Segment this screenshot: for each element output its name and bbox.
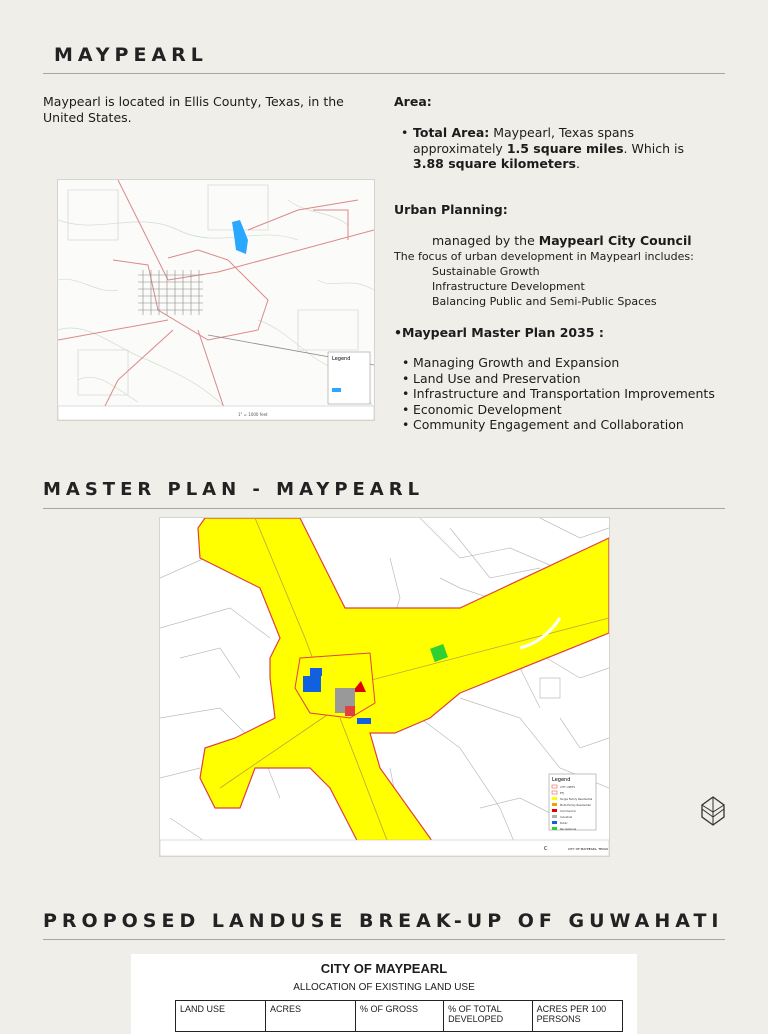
list-item: • Economic Development <box>394 402 744 418</box>
allocation-table <box>175 1000 623 1032</box>
leaf-logo-icon <box>700 795 726 827</box>
master-plan-map <box>159 517 610 857</box>
urban-item: Sustainable Growth <box>432 265 540 278</box>
map1-legend-title: Legend <box>332 356 351 362</box>
list-item: • Infrastructure and Transportation Improvements <box>394 386 744 402</box>
urban-managed: managed by the Maypearl City Council <box>432 233 692 248</box>
allocation-city: CITY OF MAYPEARL <box>320 961 448 976</box>
urban-heading: Urban Planning: <box>394 202 508 217</box>
area-heading: Area: <box>394 94 432 109</box>
master-plan-list <box>394 355 744 433</box>
master-plan-heading: •Maypearl Master Plan 2035 : <box>394 325 604 340</box>
allocation-subtitle: ALLOCATION OF EXISTING LAND USE <box>293 982 475 993</box>
area-label: Total Area: <box>413 125 490 140</box>
header-cell: LAND USE <box>176 1001 266 1032</box>
allocation-panel <box>131 954 637 1034</box>
city-council: Maypearl City Council <box>538 233 692 248</box>
legend-label: Single Family Residential <box>560 798 593 801</box>
list-item: • Community Engagement and Collaboration <box>394 417 744 433</box>
area-miles: 1.5 square miles <box>506 140 624 156</box>
urban-item: Infrastructure Development <box>432 280 585 293</box>
legend-label: Multi-Family Residential <box>560 804 591 807</box>
section2-divider <box>43 508 725 509</box>
section-title-landuse: PROPOSED LANDUSE BREAK-UP OF GUWAHATI <box>43 910 724 932</box>
header-cell: % OF GROSS <box>356 1001 444 1032</box>
urban-item: Balancing Public and Semi-Public Spaces <box>432 295 657 308</box>
intro-text: Maypearl is located in Ellis County, Texas, in the United States. <box>43 94 344 125</box>
legend-label: ETJ <box>560 792 564 795</box>
header-cell: % OF TOTAL DEVELOPED <box>444 1001 533 1032</box>
urban-focus: The focus of urban development in Maypearl includes: <box>394 250 694 263</box>
section-title-master-plan: MASTER PLAN - MAYPEARL <box>43 479 425 500</box>
table-header-row <box>176 1001 623 1032</box>
master-plan-map-graphic <box>160 518 609 856</box>
list-item: • Managing Growth and Expansion <box>394 355 744 371</box>
location-map <box>57 179 375 421</box>
map2-title-block: CITY OF MAYPEARL, TEXAS <box>568 847 609 851</box>
legend-label: CITY LIMITS <box>560 786 576 789</box>
location-map-graphic <box>58 180 374 420</box>
legend-label: Commercial <box>560 810 576 813</box>
header-cell: ACRES <box>265 1001 355 1032</box>
section3-divider <box>43 939 725 940</box>
legend-label: Industrial <box>560 816 573 819</box>
list-item: • Land Use and Preservation <box>394 371 744 387</box>
map2-legend-title: Legend <box>552 777 571 783</box>
area-detail: • Total Area: Maypearl, Texas spans approximately 1.5 square miles. Which is 3.88 square kilometers. <box>401 125 685 171</box>
legend-label: Recreational <box>560 828 577 831</box>
header-cell: ACRES PER 100 PERSONS <box>532 1001 622 1032</box>
title-divider <box>43 73 725 74</box>
map1-scale: 1" = 1000 feet <box>238 412 268 417</box>
area-km: 3.88 square kilometers <box>413 156 576 171</box>
legend-label: Public <box>560 822 568 825</box>
map2-sheet: C <box>544 846 548 852</box>
page-title: MAYPEARL <box>54 44 208 66</box>
